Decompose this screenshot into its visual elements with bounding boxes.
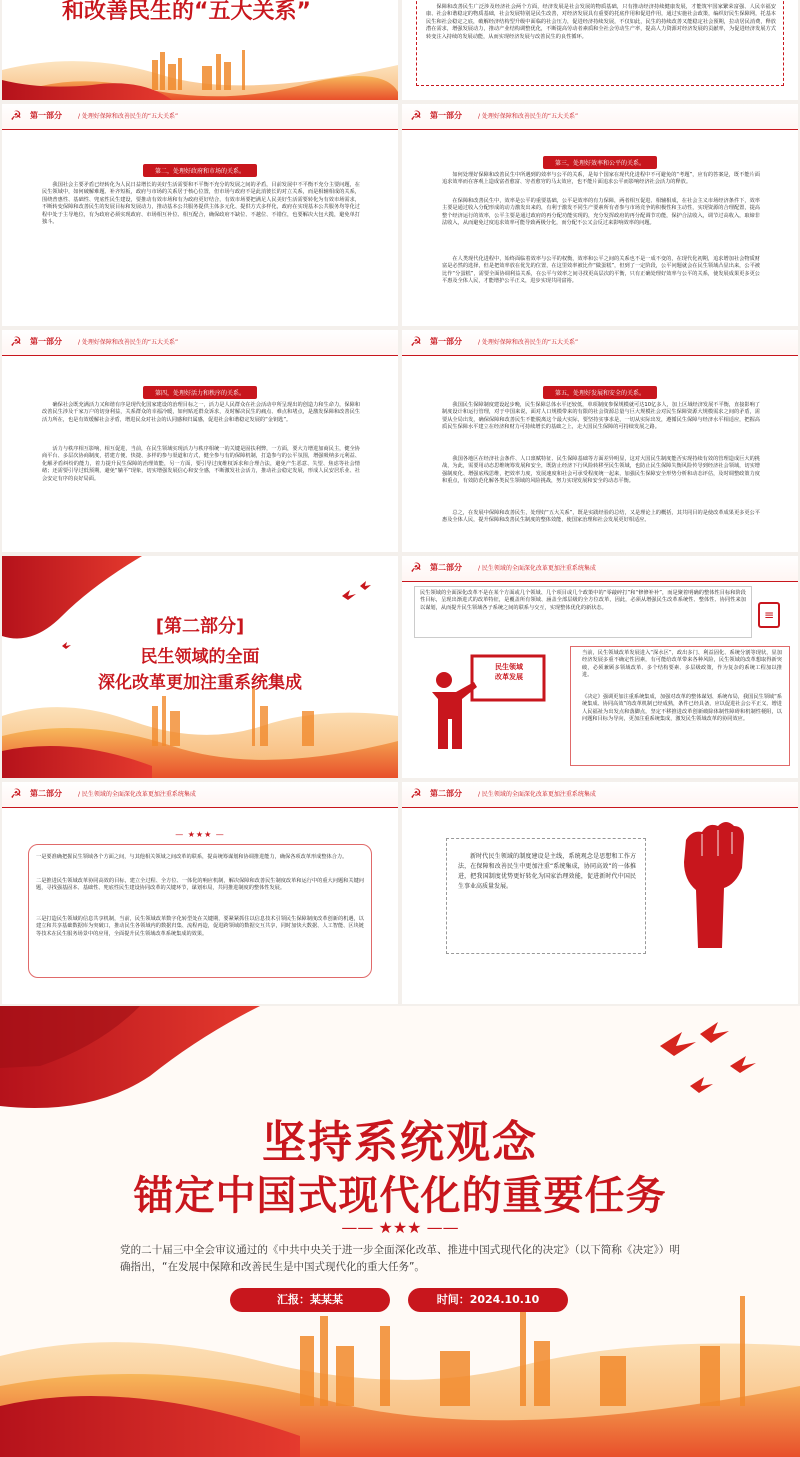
board-label: 民生领域 改革发展 [495,663,523,681]
paragraph: 我国社会主要矛盾已经转化为人民日益增长的美好生活需要和不平衡不充分的发展之间的矛盾，目前发展中不平衡不充分主要问题，在民生领域中，如何破解难题、补齐短板，政府与市场的关系居于核心位置，但市场与政府不是此消彼长的对立关系，而是相辅相成的关系，围绕普惠性、基础性、兜底性民生建设，要推动有效市场和有为政府更好结合，有效市场要把满足人民美好生活需要转化为有效市场需求，不断转变保障和改善民生的发展目标和发展动力，推动基本公共服务提供主体多元化、提供方式多样化，政府在实现基本公共服务均等化过程中处于主导地位，有为政府必须实现政府、市场相互补位、相互配合，确保政府不缺位、不越位、不错位，也要解决大包大揽，避免单打独斗。 [42,182,360,226]
intro-paragraph: 民生领域的全面深化改革不是在某个方面或几个领域、几个项目或几个政策中的“零敲碎打”和“修修补补”，而是聚着明确的整体性目标和阶段性目标，呈现出渐进式的改革特征，是覆盖所有领域、涵盖全部层级的全方位改革，因此，必须从增强民生改革系统性、整体性、协同性来加以谋划，从而提升民生领域各子系统之间的联系与交互，实现整体优化的新状态。 [420,590,746,611]
part-subtitle: / 处理好保障和改善民生的“五大关系” [78,113,179,120]
skyline-decoration [2,30,398,100]
part-subtitle: / 处理好保障和改善民生的“五大关系” [78,339,179,346]
slide-header [402,782,798,808]
paragraph: 我国各地区在经济社会条件、人口禀赋特征、民生保障基础等方面差异明显，这对大国民生制度能否实现持续有效的管理造成巨大的挑战，为此，需要用动态思维统筹发展和安全，既防止经济下行风险转移至民生领域，也防止民生保障失衡风险传导到经济社会领域，切实增强制度化、增强底线思维，把效率力度，发展速度和社会可承受程度统一起来，加强民生保障安全形势分析和动态评估，及时调整政策力度和重点，有效防范化解各类民生领域的风险挑战，努力实现发展和安全的动态平衡。 [442,456,760,485]
part-label: 第二部分 [30,789,62,798]
reporter-pill: 汇报：某某某 [230,1288,390,1312]
slide-header [2,104,398,130]
party-emblem-icon: ☭ [410,109,422,124]
slide-header [402,330,798,356]
slide-title: 和改善民生的“五大关系” [62,0,311,24]
section-heading: 第三，处理好效率和公平的关系。 [543,156,657,169]
paragraph: 活力与秩序相互影响，相互促进，当前，在民生领域实现活力与秩序相统一的关键是固扶利弊，一方面，要大力增进加商民主，健全协商平台、多层次协商制度，搭建方便、快捷、多样的参与渠道和方式，健全参与有的保障机制，打造参与的公平氛围，增强吸纳多元利益、化解矛盾纠纷的能力，着力提升民生保障的治理效能，另一方面，要引导过度维权诉求和合理合法，避免产生恶意、失望、焦虑等社会情绪；还需要引导过低预期，避免“躺平”现象，切实增强发展信心和安全感，不断激发社会活力，推动社会稳定发展，形成人民安居乐业、社会安定有序的良好局面。 [42,446,360,482]
paragraph: 确保社会既充满活力又和谐有序是现代化国家建设的治理目标之一，活力是人民群众在社会活动中所呈现出的创造力和生命力，保障和改善民生涉及千家万户的切身利益，关系群众的幸福冷暖，如何贴近群众诉求，及时解决民生的痛点、难点和堵点，是激发保障和改善民生活力所在，也是有效缓解社会矛盾，增进民众对社会的认同感和归属感，促进社会和谐稳定发展的“金钥匙”。 [42,402,360,423]
detail-paragraph: 《决定》强调更加注重系统集成，加强对改革的整体谋划、系统布局，我国民生领域“系统集成、协同高效”的改革机制已经成熟，条件已经具备，应以促进社会公平正义、增进人民福祉为出发点和落脚点，坚定不移推进改革创新破除体制性障碍和机制性梗阻，以问题和目标为导向，更加注重系统集成，激发民生领域改革的协同效应。 [582,694,782,723]
document-icon: ≡ [758,602,780,628]
stars-decoration: — ★★★ — [175,830,225,839]
measures-card [28,844,372,978]
slide-conclusion [402,782,798,1004]
paragraph: 总之，在发展中保障和改善民生，处理好“五大关系”，既是实践经验的总结，又是理论上的概括，其共同目的是使改革成果更多更公平惠及全体人民，提升保障和改善民生制度的整体效能，使国家治理和社会发展更好相适应。 [442,510,760,524]
party-emblem-icon: ☭ [10,787,22,802]
party-emblem-icon: ☭ [10,335,22,350]
part-label: 第二部分 [430,563,462,572]
slide-header [2,782,398,808]
cover-title-line1: 坚持系统观念 [262,1117,538,1168]
party-emblem-icon: ☭ [410,561,422,576]
part-label: 第一部分 [30,111,62,120]
paragraph: 我国民生保障制度建设起步晚，民生保障总体水平还较低，单项制度参保规模就可达10亿多人，加上区域经济发展不平衡，直接影响了制度设计和运行管理，对于中国来说，面对人口规模带来的有限的社会资源总量与巨大规模社会对民生保障资源大规模需求之间的矛盾，需要从全局出发，确保保障和改善民生不能脱离这个最大实际，要坚持实事求是，一切从实际出发，遵循民生保障与经济水平相适应，把握高质民生保障水平建立在经济和财力可持续增长的基础之上，走大国民生保障的可持续发展之路。 [442,402,760,431]
part-subtitle: / 民生领域的全面深化改革更加注重系统集成 [478,565,596,572]
part-label: 第一部分 [430,337,462,346]
paragraph: 新时代民生领域的制度建设是主线，系统观念是思想和工作方法，在保障和改善民生中更加注重“系统集成，协同高效”的一体推进，把我国制度优势更好转化为国家治理效能，促进新时代中国民生事业高质量发展。 [458,853,636,890]
section-heading: 第二，处理好政府和市场的关系。 [143,164,257,177]
date-pill: 时间：2024.10.10 [408,1288,568,1312]
raised-fist-icon [668,822,758,952]
paragraph: 保障和改善民生广泛涉及经济社会两个方面，经济发展是社会发展的物质基础，只有推动经济持续健康发展，才能筑牢国家繁荣富强、人民幸福安康、社会和谐稳定的物质基础，社会发展特别是民生改善，对经济发展具有重要的托底作用和促进作用，通过实施社会政策，编织好民生保障网，托基本民生和社会稳定之底，破解经济结构型升级中面临的社会压力，促进经济持续发展，不仅如此，民生的持续改善又能稳定社会预期，拉动居民消费，释放潜在需求，增强发展动力，推动产业结构调整优化，不断提高劳动者素质和全社会劳动生产率，提高人力资源对经济发展的贡献率，为促进经济发展方式转变注入持续的发展动能，从而实现经济发展与改善民生的良性循环。 [426,4,776,40]
part-subtitle: / 民生领域的全面深化改革更加注重系统集成 [478,791,596,798]
part-label: 第二部分 [430,789,462,798]
part-label: 第一部分 [30,337,62,346]
party-emblem-icon: ☭ [10,109,22,124]
party-emblem-icon: ☭ [410,335,422,350]
part-title-line1: 民生领域的全面 [140,647,260,667]
slide-main-cover [0,1006,800,1457]
cover-description: 党的二十届三中全会审议通过的《中共中央关于进一步全面深化改革、推进中国式现代化的决定》（以下简称《决定》）明确指出，“在发展中保障和改善民生是中国式现代化的重大任务”。 [120,1244,680,1273]
paragraph: 在保障和改善民生中，效率是公平的重要基础，公平是效率的有力保障，两者相互促进、相辅相成，在社会主义市场经济条件下，效率主要是通过收入分配形成的动力激发出来的，有利于激发不同生产要素所有者参与市场竞争的积极性和主动性，实现资源的合理配置，提高整个经济运行的效率，公平主要是通过政府的再分配功能实现的，充分发挥政府的再分配调节功能，保护合法收入，调节过高收入，取缔非法收入，从而避免过度追求效率可能导致两极分化，而分配不公又会反过来影响效率的问题。 [442,198,760,227]
measure-item: 一是要准确把握民生领域各个方面之间，与其他相关领域之间改革的联系，提高统筹谋划和协调推进能力，确保各项改革形成整体合力。 [36,854,348,860]
measure-item: 二是推进民生领域改革协同高效的目标，建立全过程、全方位、一体化的响应机制，解决保障和改善民生制度改革和运行中的重大问题和关键问题，寻找强基固本、基础性、兜底性民生建设协同改革的关键环节，谋划布局，共同推进制度的整体性发展。 [36,878,364,892]
stars-decoration: —— ★★★ —— [341,1218,459,1237]
section-heading: 第五，处理好发展和安全的关系。 [543,386,657,399]
slide-header [402,556,798,582]
slide-cover-top [2,0,398,100]
part-label: 第一部分 [430,111,462,120]
slide-header [402,104,798,130]
slide-system-integration [402,556,798,778]
measure-item: 三是打造民生领域的信息共享机制，当前，民生领域改革数字化转型处在关键期，要紧紧抓住以信息技术引领民生保障制度改革创新的机遇，以建立和共享基础数据库为突破口，推动民生各领域内的数据归集、流程再造，促进跨领域的数据交互共享，同时加快大数据、人工智能、区块链等技术在民生服务场景中的应用，全面提升民生领域改革系统集成的效果。 [36,916,364,937]
slide-part-two-cover [2,556,398,778]
slide-efficiency-fairness [402,104,798,326]
party-emblem-icon: ☭ [410,787,422,802]
part-subtitle: / 处理好保障和改善民生的“五大关系” [478,339,579,346]
part-subtitle: / 民生领域的全面深化改革更加注重系统集成 [78,791,196,798]
slide-header [2,330,398,356]
part-subtitle: / 处理好保障和改善民生的“五大关系” [478,113,579,120]
slide-gov-market [2,104,398,326]
slide-development-security [402,330,798,552]
slide-vitality-order [2,330,398,552]
slide-economy-text [402,0,798,100]
cover-title-line2: 锚定中国式现代化的重要任务 [133,1173,667,1219]
red-ribbon-decoration [2,556,398,778]
slide-three-measures [2,782,398,1004]
paragraph: 在人类现代化进程中，始终面临着效率与公平的权衡，效率和公平之间的关系也不是一成不变的，在现代化初期，追求增加社会物质财富是必然的选择，但是把效率放在优先的位置，在这里效率被比作“做蛋糕”，但到了一定阶段，公平问题就会在民生领域凸显出来，公平被比作“分蛋糕”，需要全面协调利益关系，在公平与效率之间寻找更高层次的平衡，只有正确处理好效率与公平的关系，使发展成果更多更公平惠及全体人民，才能增护公平正义，进步实现共同富裕。 [442,256,760,285]
part-title-line2: 深化改革更加注重系统集成 [98,673,302,693]
paragraph: 如何处理好保障和改善民生中所遇到的效率与公平的关系，是每个国家在现代化进程中不可避免的“考题”，应有的答案是，既不能片面追求效率而在客观上造成富者愈富、穷者愈穷的马太效应，也不能片面追求公平而影响经济社会活力的释放。 [442,172,760,186]
part-bracket-label: [第二部分] [155,616,245,637]
detail-paragraph: 当前，民生领域改革发展进入“深水区”，政出多门、利益固化、系统分割等现状，显加经济发展多重不确定性因素，有可能给改革带来各种风险，民生领域的改革想取得新突破，必须兼顾多领域改革、多个结构要素、多层级政策，作为复杂的系统工程加以推进。 [582,650,782,679]
section-heading: 第四，处理好活力和秩序的关系。 [143,386,257,399]
